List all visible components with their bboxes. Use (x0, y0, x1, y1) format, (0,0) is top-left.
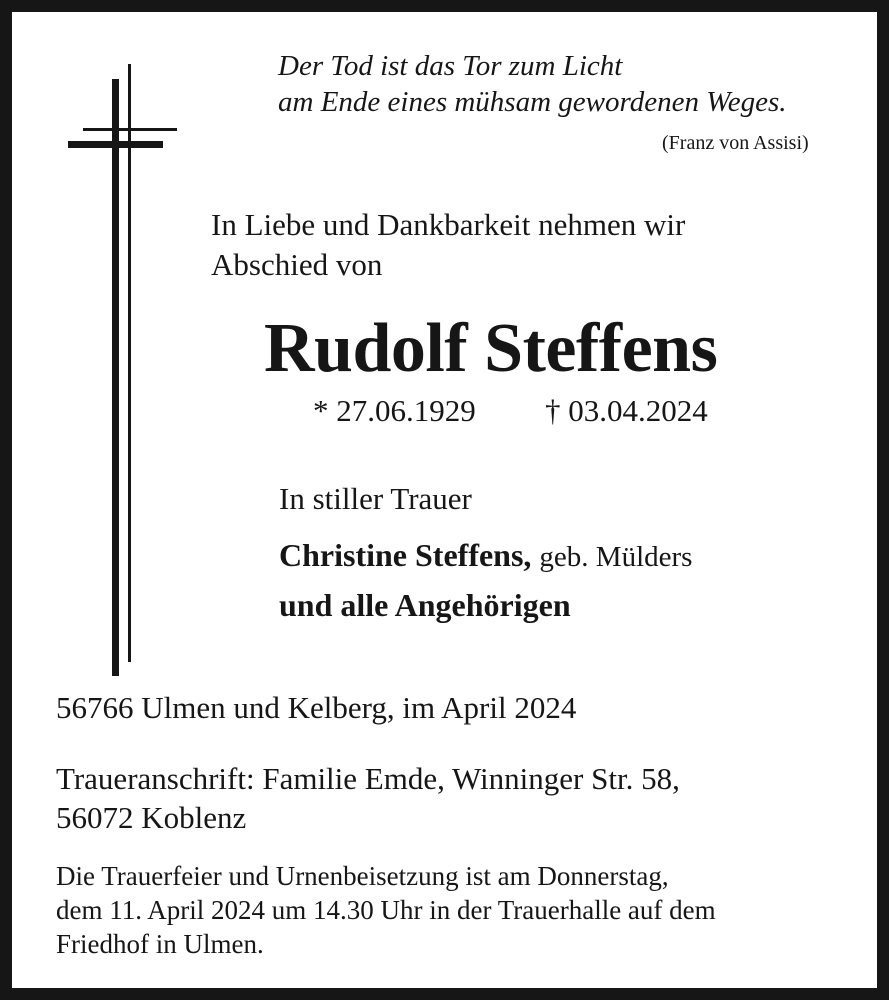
relatives-line: und alle Angehörigen (279, 587, 571, 623)
cross-horizontal-line (83, 128, 177, 131)
deceased-name: Rudolf Steffens (264, 310, 718, 387)
quote-line-1: Der Tod ist das Tor zum Licht (278, 50, 623, 82)
quote-line-2: am Ende eines mühsam gewordenen Weges. (278, 86, 787, 118)
mourner-line (279, 537, 692, 574)
mourning-heading: In stiller Trauer (279, 481, 472, 516)
place-date: 56766 Ulmen und Kelberg, im April 2024 (56, 690, 577, 725)
mourner-name: Christine Steffens, (279, 537, 532, 573)
cross-horizontal-beam (68, 141, 163, 148)
quote-author: (Franz von Assisi) (662, 132, 809, 154)
mourning-address-line-2: 56072 Koblenz (56, 800, 247, 835)
cross-vertical-beam (112, 79, 119, 676)
mourner-maiden-name: geb. Mülders (539, 541, 693, 573)
service-info-line-3: Friedhof in Ulmen. (56, 929, 264, 959)
service-info-line-2: dem 11. April 2024 um 14.30 Uhr in der Trauerhalle auf dem (56, 895, 716, 925)
cross-vertical-line (128, 64, 131, 662)
mourning-address-line-1: Traueranschrift: Familie Emde, Winninger Str. 58, (56, 761, 680, 796)
birth-date: * 27.06.1929 (313, 393, 476, 428)
service-info-line-1: Die Trauerfeier und Urnenbeisetzung ist am Donnerstag, (56, 861, 669, 891)
intro-line-1: In Liebe und Dankbarkeit nehmen wir (211, 207, 686, 242)
death-date: † 03.04.2024 (545, 393, 708, 428)
intro-line-2: Abschied von (211, 247, 383, 282)
